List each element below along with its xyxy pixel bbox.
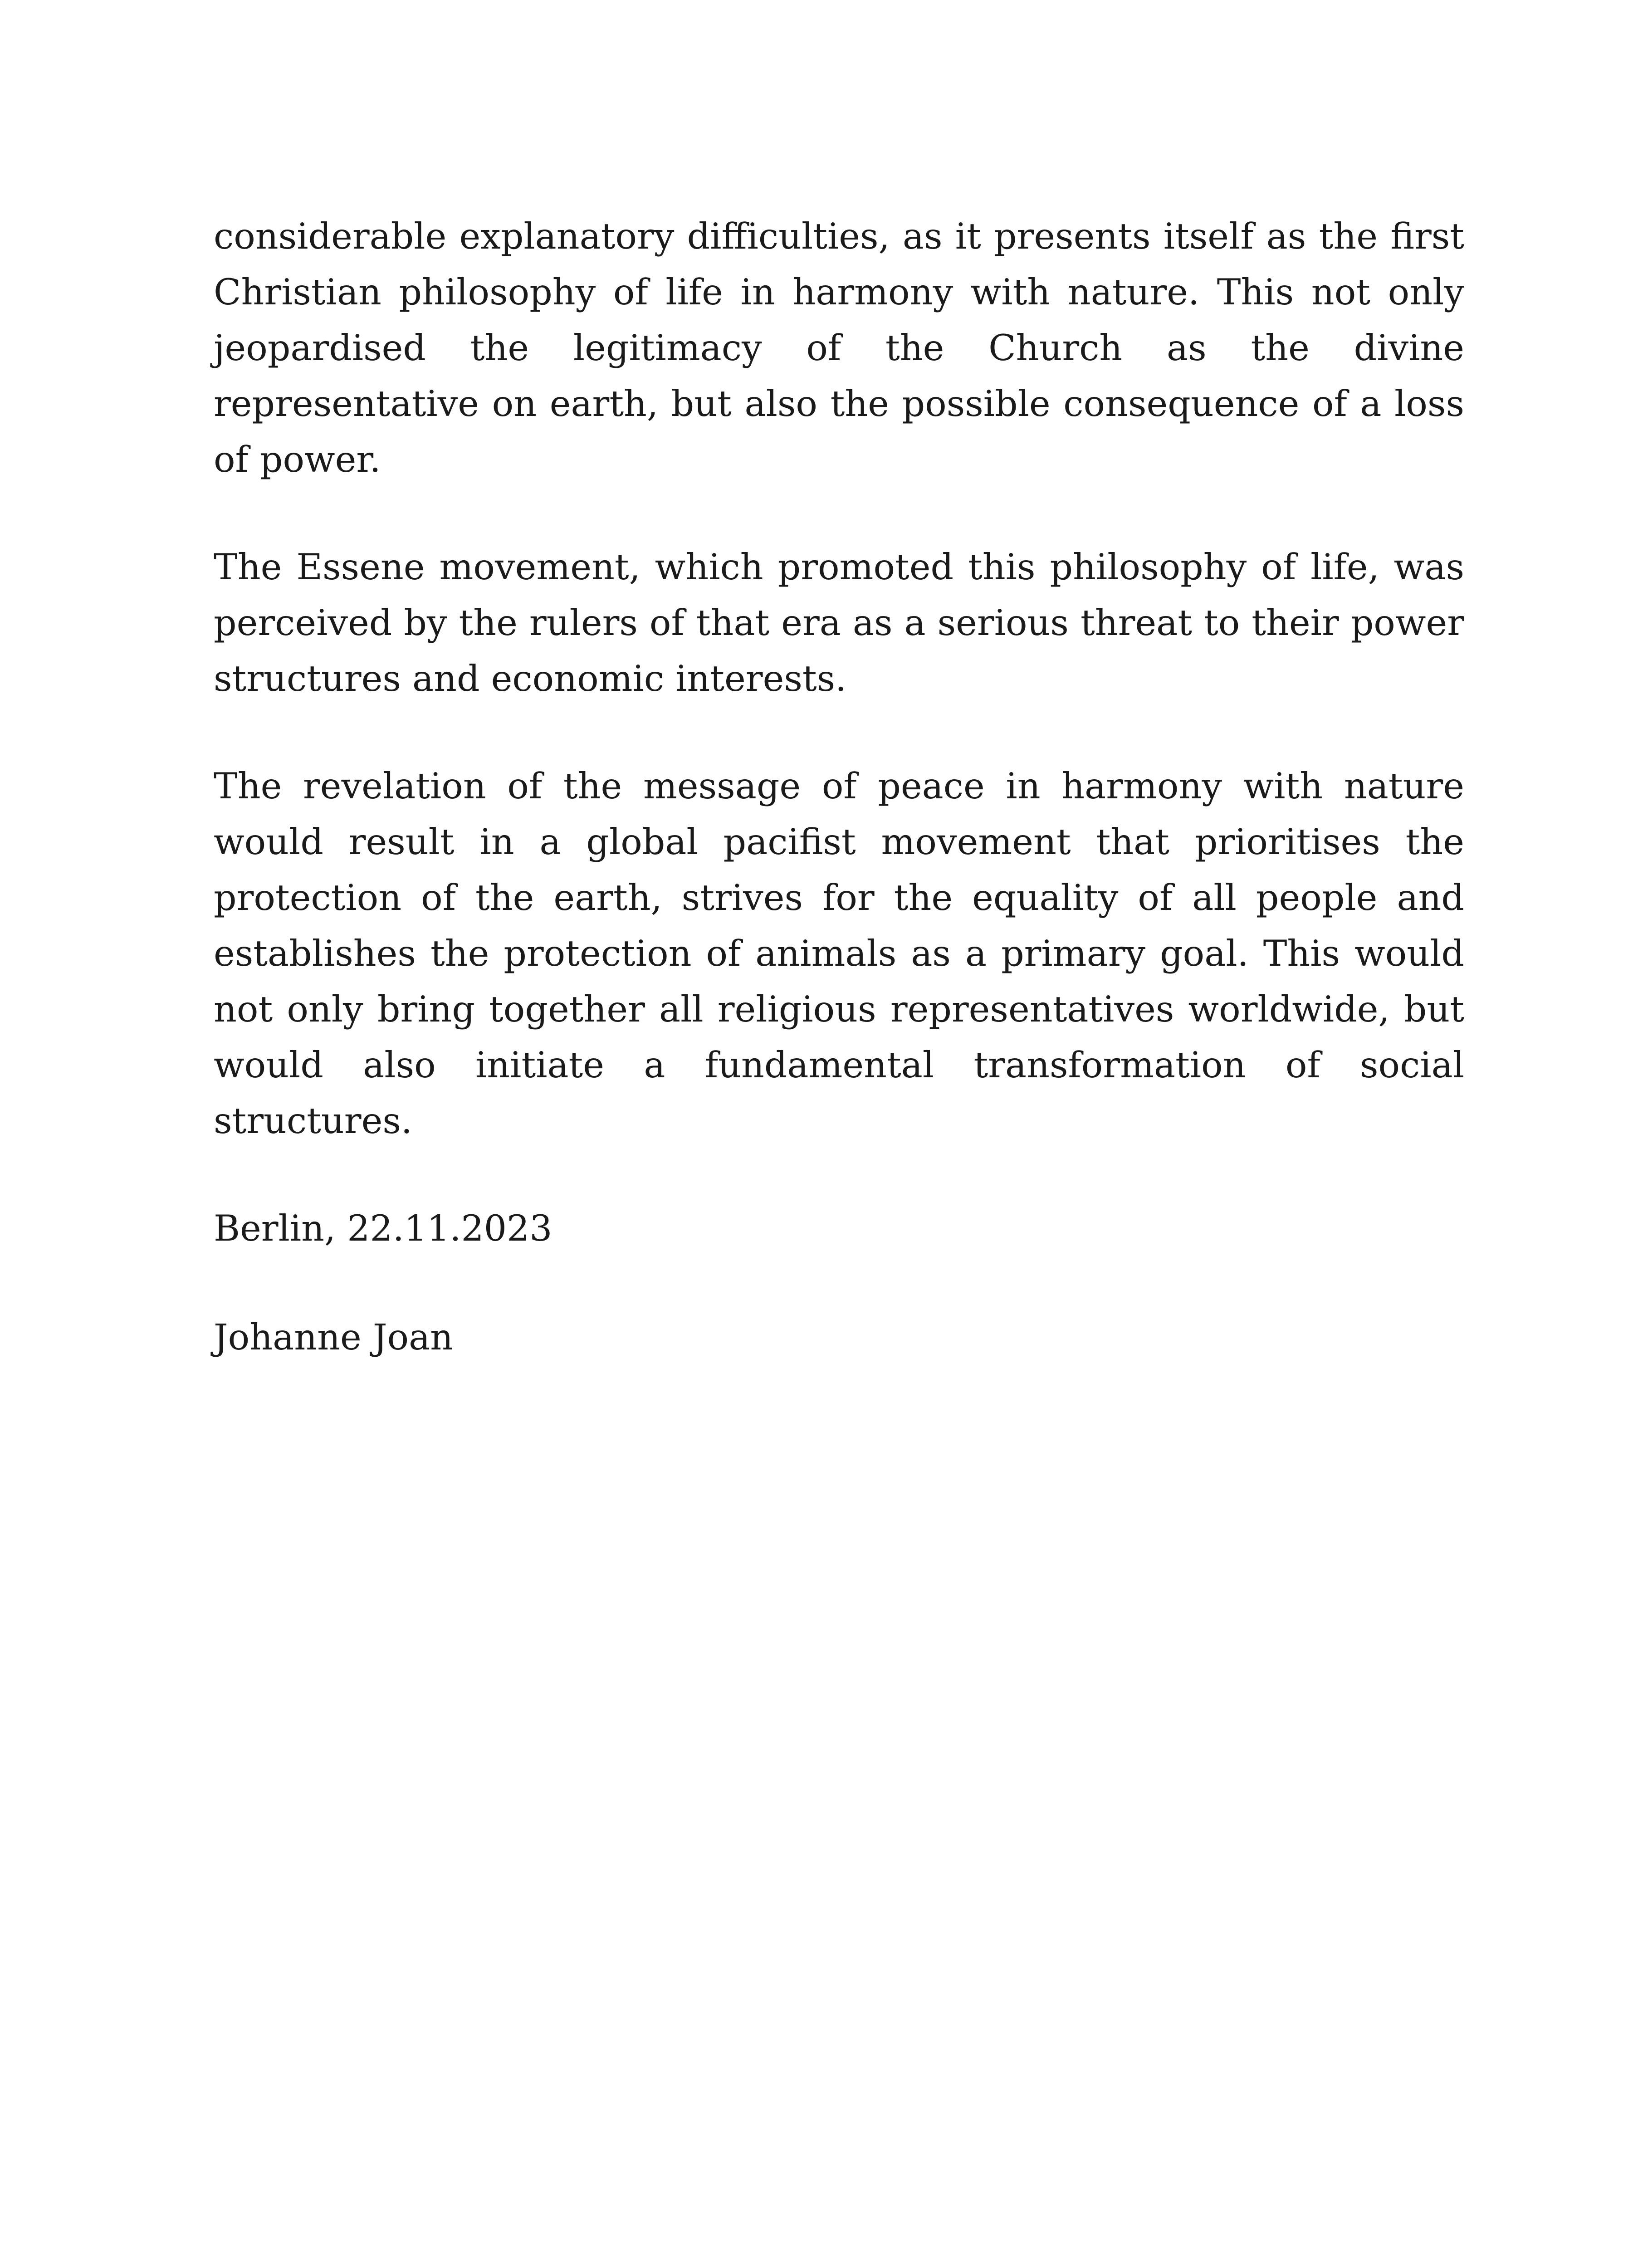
place-date: Berlin, 22.11.2023 [214,1207,552,1249]
author-name: Johanne Joan [214,1316,454,1358]
paragraph-1: considerable explanatory difficulties, as it presents itself as the first Christian philosophy of life in harmony with nature. This not only jeopardised the legitimacy of the Church as the divine representative on earth, but also the possible consequence of a loss of power. [214,215,1464,480]
paragraph-2: The Essene movement, which promoted this philosophy of life, was perceived by the rulers of that era as a serious threat to their power structures and economic interests. [214,546,1464,699]
paragraph-3: The revelation of the message of peace in harmony with nature would result in a global pacifist movement that prioritises the protection of the earth, strives for the equality of all people and establishes the protection of animals as a primary goal. This would not only bring together all religious representatives worldwide, but would also initiate a fundamental transformation of social structures. [214,765,1464,1142]
document-body [214,209,1464,1365]
